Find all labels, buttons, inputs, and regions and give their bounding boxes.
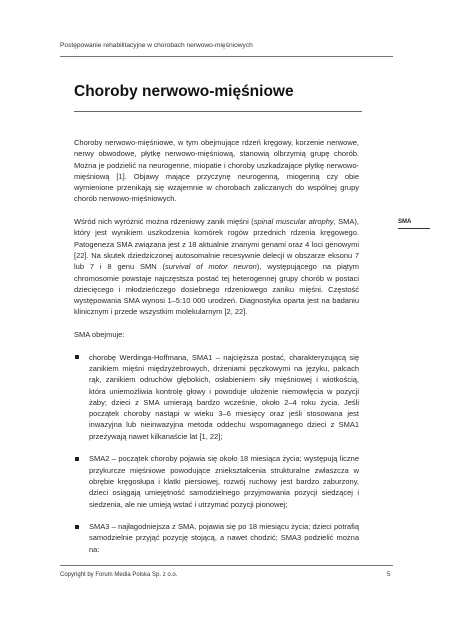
sma-text-a: Wśród nich wyróżnić można rdzeniowy zanik mięśni ( bbox=[74, 217, 254, 227]
sma-text-b: , SMA), który jest wynikiem uszkodzenia komórek rogów przednich rdzenia kręgowego. Patogeneza SMA związana jest z 18 aktualnie znanymi genami oraz 4 loci genowymi [22]. Na skutek dziedziczonej autosomalnie recesywnie delecji w obszarze eksonu 7 lub 7 i 8 genu SMN ( bbox=[74, 217, 359, 272]
footer-divider bbox=[60, 565, 393, 566]
bullet-square-icon bbox=[75, 457, 79, 461]
footer-copyright: Copyright by Forum Media Polska Sp. z o.o. bbox=[60, 572, 178, 578]
list-item-text: SMA2 – początek choroby pojawia się około 18 miesiąca życia; występują liczne przykurcze mięśniowe powodujące zniekształcenia strukturalne zwłaszcza w obrębie kręgosłupa i klatki piersiowej, rozwój ruchowy jest bardzo zaburzony, dzieci osiągają umiejętność samodzielnego przyjmowania pozycji siedzącej i siedzenia, ale nie umieją wstać i utrzymać pozycji pionowej; bbox=[89, 454, 359, 509]
bullet-square-icon bbox=[75, 355, 79, 359]
list-item-text: SMA3 – najłagodniejsza z SMA, pojawia się po 18 miesiącu życia; dzieci potrafią samodzielnie przyjąć pozycję stojącą, a nawet chodzić; SMA3 podzielić można na: bbox=[89, 522, 359, 554]
margin-note-sma: SMA bbox=[398, 219, 412, 225]
title-divider bbox=[74, 111, 362, 112]
body-text bbox=[74, 137, 359, 555]
header-divider bbox=[60, 56, 393, 57]
margin-note-divider bbox=[398, 228, 430, 229]
running-header: Postępowanie rehabilitacyjne w chorobach nerwowo-mięśniowych bbox=[60, 42, 253, 49]
sma-term: spinal muscular atrophy bbox=[253, 217, 334, 227]
list-item bbox=[74, 521, 359, 555]
chapter-title: Choroby nerwowo-mięśniowe bbox=[74, 83, 294, 100]
sma-paragraph bbox=[74, 216, 359, 318]
smn-term: survival of motor neuron bbox=[165, 262, 257, 272]
list-item-text: chorobę Werdinga-Hoffmana, SMA1 – najcięższa postać, charakteryzującą się zanikiem mięśni międzyżebrowych, drżeniami pęczkowymi na języku, palcach rąk, zanikiem odruchów głębokich, osłabieniem siły mięśniowej i wiotkością, która uniemożliwia kontrolę głowy i powoduje ułożenie niemowlęcia w pozycji żaby; dzieci z SMA umierają bardzo wcześnie, około 2–4 roku życia. Jeśli początek choroby nastąpi w wieku 3–6 miesięcy oraz jeśli stosowana jest inwazyjna lub nieinwazyjna metoda oddechu wspomaganego dzieci z SMA1 przeżywają nawet kilkanaście lat [1, 22]; bbox=[89, 352, 359, 441]
bullet-square-icon bbox=[75, 525, 79, 529]
sma-includes-label: SMA obejmuje: bbox=[74, 330, 125, 340]
sma-text-c: ), występującego na piątym chromosomie powstaje najczęstsza postać tej heterogennej grupy chorób w postaci dziecięcego i młodzieńczego dosiebnego rdzeniowego zaniku mięśni. Częstość występowania SMA wynosi 1–5:10 000 urodzeń. Diagnostyka oparta jest na badaniu klinicznym i przede wszystkim molekularnym [2, 22]. bbox=[74, 262, 359, 317]
sma-types-list bbox=[74, 352, 359, 555]
page-number: 5 bbox=[387, 572, 391, 578]
list-item bbox=[74, 453, 359, 509]
intro-paragraph: Choroby nerwowo-mięśniowe, w tym obejmujące rdzeń kręgowy, korzenie nerwowe, nerwy obwodowe, płytkę nerwowo-mięśniową, stanowią olbrzymią grupę chorób. Można je podzielić na neurogenne, miopatie i choroby uszkadzające płytkę nerwowo-mięśniową [1]. Objawy mające przyczynę neurogenną, miogenną czy obie wymienione przenikają się wzajemnie w chorobach zaliczanych do wspólnej grupy chorób nerwowo-mięśniowych. bbox=[74, 138, 359, 204]
list-item bbox=[74, 352, 359, 442]
